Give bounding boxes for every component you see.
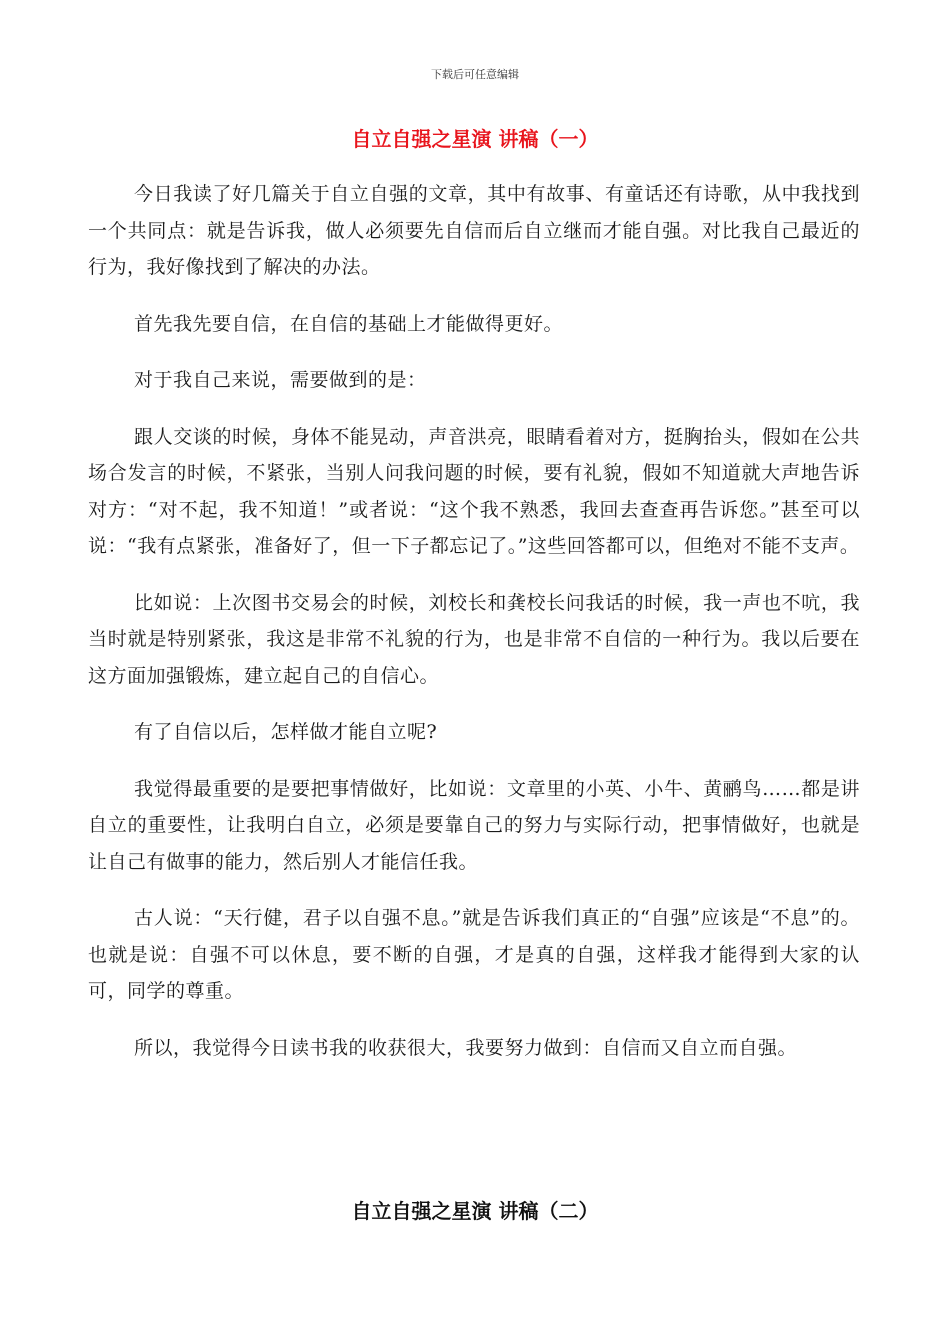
paragraph-6: 有了自信以后，怎样做才能自立呢? xyxy=(134,721,438,743)
speech-title-1: 自立自强之星演 讲稿（一） xyxy=(351,127,599,151)
paragraph-2: 首先我先要自信，在自信的基础上才能做得更好。 xyxy=(134,312,564,335)
paragraph-9: 所以，我觉得今日读书我的收获很大，我要努力做到：自信而又自立而自强。 xyxy=(134,1036,798,1059)
paragraph-5: 比如说：上次图书交易会的时候，刘校长和龚校长问我话的时候，我一声也不吭，我当时就是特别紧张，我这是非常不礼貌的行为，也是非常不自信的一种行为。我以后要在这方面加强锻炼，建立起自己的自信心。 xyxy=(88,591,860,687)
paragraph-7: 我觉得最重要的是要把事情做好，比如说：文章里的小英、小牛、黄鹂鸟……都是讲自立的重要性，让我明白自立，必须是要靠自己的努力与实际行动，把事情做好，也就是让自己有做事的能力，然后别人才能信任我。 xyxy=(88,777,860,873)
paragraph-8: 古人说：“天行健，君子以自强不息。”就是告诉我们真正的“自强”应该是“不息”的。也就是说：自强不可以休息，要不断的自强，才是真的自强，这样我才能得到大家的认可，同学的尊重。 xyxy=(88,907,860,1002)
paragraph-4: 跟人交谈的时候，身体不能晃动，声音洪亮，眼睛看着对方，挺胸抬头，假如在公共场合发言的时候，不紧张，当别人问我问题的时候，要有礼貌，假如不知道就大声地告诉对方：“对不起，我不知道！”或者说：“这个我不熟悉，我回去查查再告诉您。”甚至可以说：“我有点紧张，准备好了，但一下子都忘记了。”这些回答都可以，但绝对不能不支声。 xyxy=(88,425,860,557)
paragraph-1: 今日我读了好几篇关于自立自强的文章，其中有故事、有童话还有诗歌，从中我找到一个共同点：就是告诉我，做人必须要先自信而后自立继而才能自强。对比我自己最近的行为，我好像找到了解决的办法。 xyxy=(88,183,860,278)
header-note: 下载后可任意编辑 xyxy=(431,68,519,81)
speech-body xyxy=(88,176,860,1086)
paragraph-3: 对于我自己来说，需要做到的是： xyxy=(134,369,427,391)
speech-title-2: 自立自强之星演 讲稿（二） xyxy=(351,1199,599,1223)
